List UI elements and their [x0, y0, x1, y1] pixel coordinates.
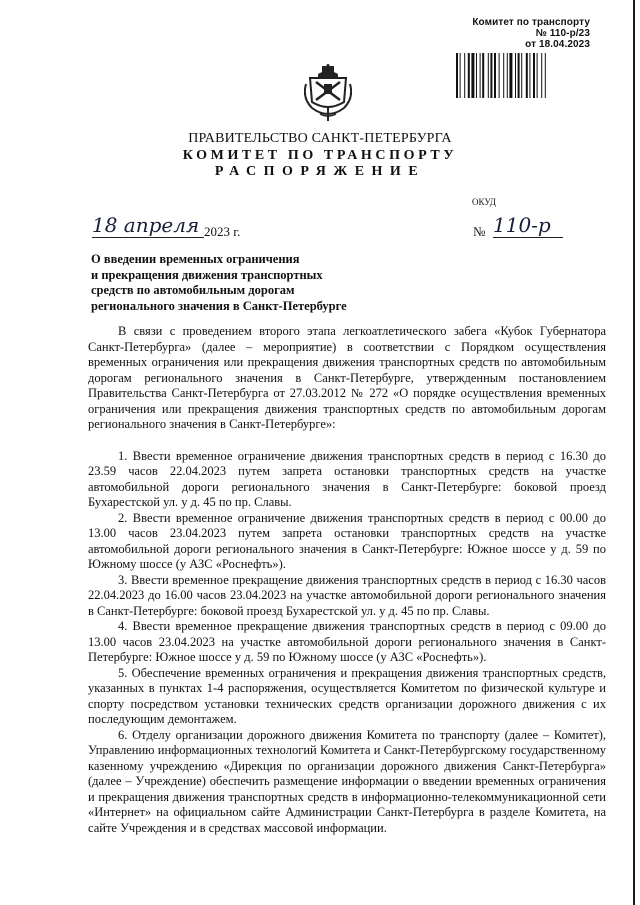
- subject-line: средств по автомобильным дорогам: [91, 283, 295, 297]
- okud-label: ОКУД: [472, 197, 496, 207]
- date-year: 2023 г.: [204, 224, 241, 239]
- subject-line: О введении временных ограничения: [91, 252, 300, 266]
- order-item-3: 3. Ввести временное прекращение движения транспортных средств в период с 16.30 часов 22.04.2023 до 16.00 часов 23.04.2023 на участке автомобильной дороги регионального значения в Санкт-Петербурге: боковой проезд Бухарестской ул. у д. 45 по пр. Славы.: [88, 572, 606, 618]
- coat-of-arms-icon: [304, 64, 352, 122]
- stamp-line-3: от 18.04.2023: [525, 39, 590, 50]
- handwritten-number: 110-р: [493, 213, 563, 238]
- number-sign: №: [473, 224, 486, 239]
- order-item-5: 5. Обеспечение временных ограничения и прекращения движения транспортных средств, указанных в пунктах 1-4 распоряжения, осуществляется Комитетом по физической культуре и спорту посредством установки технических средств организации дорожного движения с их последующим демонтажем.: [88, 665, 606, 726]
- stamp-line-2: № 110-р/23: [535, 28, 590, 39]
- government-title: ПРАВИТЕЛЬСТВО САНКТ-ПЕТЕРБУРГА: [188, 131, 452, 146]
- document-type: РАСПОРЯЖЕНИЕ: [214, 164, 426, 179]
- order-item-4: 4. Ввести временное прекращение движения транспортных средств в период с 09.00 до 13.00 часов 23.04.2023 на участке автомобильной дороги регионального значения в Санкт-Петербурге: Южное шоссе у д. 59 по Южному шоссе (у АЗС «Роснефть»).: [88, 619, 606, 664]
- registration-stamp: [440, 17, 590, 50]
- preamble-paragraph: В связи с проведением второго этапа легкоатлетического забега «Кубок Губернатора Санкт-Петербурга» (далее – мероприятие) в соответствии с Порядком осуществления временных ограничения или прекращения движения транспортных средств по автомобильным дорогам регионального значения в Санкт-Петербурге, утвержденным постановлением Правительства Санкт-Петербурга от 27.03.2012 № 272 «О порядке осуществления временных ограничения или прекращения движения транспортных средств по автомобильным дорогам регионального значения в Санкт-Петербурге»:: [88, 324, 606, 431]
- subject-line: и прекращения движения транспортных: [91, 267, 323, 282]
- document-date: [92, 213, 272, 240]
- barcode-icon: [455, 53, 588, 98]
- order-item-1: 1. Ввести временное ограничение движения транспортных средств в период с 16.30 до 23.59 часов 22.04.2023 путем запрета остановки транспортных средств на участке автомобильной дороги регионального значения в Санкт-Петербурге: боковой проезд Бухарестской ул. у д. 45 по пр. Славы.: [88, 448, 606, 509]
- document-number: [473, 213, 583, 240]
- order-item-2: 2. Ввести временное ограничение движения транспортных средств в период с 00.00 до 13.00 часов 23.04.2023 путем запрета остановки транспортных средств на участке автомобильной дороги регионального значения в Санкт-Петербурге: Южное шоссе у д. 59 по Южному шоссе (у АЗС «Роснефть»).: [88, 510, 606, 571]
- document-body: [88, 324, 606, 836]
- committee-title: КОМИТЕТ ПО ТРАНСПОРТУ: [182, 148, 458, 163]
- stamp-line-1: Комитет по транспорту: [472, 17, 590, 28]
- subject-line: регионального значения в Санкт-Петербурге: [91, 298, 347, 313]
- document-subject: [91, 252, 347, 314]
- order-item-6: 6. Отделу организации дорожного движения Комитета по транспорту (далее – Комитет), Управлению информационных технологий Комитета и Санкт-Петербургскому государственному казенному учреждению «Дирекция по организации дорожного движения Санкт-Петербурга» (далее – Учреждение) обеспечить размещение информации о введении временных ограничения и прекращения движения транспортных средств в информационно-телекоммуникационной сети «Интернет» на официальном сайте Администрации Санкт-Петербурга в разделе Комитета, на сайте Учреждения и в средствах массовой информации.: [88, 727, 606, 835]
- handwritten-date: 18 апреля: [92, 213, 204, 238]
